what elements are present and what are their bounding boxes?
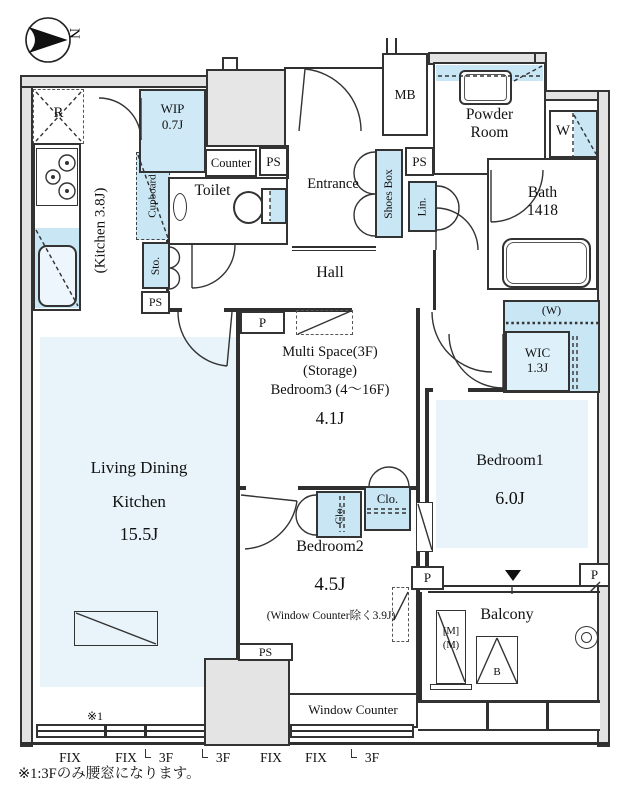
closet-a-fold-doors — [296, 495, 316, 535]
ldk-line1: Living Dining — [90, 458, 188, 477]
kitchen-label: (Kitchen 3.8J) — [92, 187, 109, 273]
p-box: P — [411, 566, 444, 590]
storage-closet: Sto. — [142, 242, 170, 289]
footnote: ※1:3Fのみ腰窓になります。 — [18, 766, 201, 782]
toilet-label: Toilet — [194, 182, 231, 199]
corridor-door-arc — [432, 312, 492, 372]
p-box: P — [579, 563, 610, 587]
note-marker: ※1 — [86, 709, 104, 723]
bedroom1-size: 6.0J — [495, 488, 525, 508]
ldk-size: 15.5J — [119, 524, 159, 544]
wic-upper-label: (W) — [541, 303, 562, 317]
ldk-table — [74, 611, 158, 646]
refrigerator-label: R — [53, 105, 64, 121]
window-label: 3F — [364, 750, 380, 765]
closet-a: Clo. — [316, 491, 362, 538]
corner-mark — [202, 749, 208, 758]
powder-room-label: Powder Room — [465, 106, 514, 141]
counter-box: Counter — [205, 149, 257, 177]
bedroom2-name: Bedroom2 — [296, 538, 364, 555]
p-box: P — [240, 311, 285, 334]
window-label: FIX — [260, 750, 282, 765]
washer-dashes — [573, 113, 596, 156]
shoes-box: Shoes Box — [375, 149, 403, 238]
shelf-dashes — [438, 66, 542, 81]
meter-box-room: MB — [382, 53, 428, 136]
multi-space-line1: Multi Space(3F) — [282, 344, 378, 360]
wip-name: WIP — [160, 101, 185, 116]
linen-closet: Lin. — [408, 181, 437, 232]
b-box-label: B — [493, 666, 501, 678]
window-label: FIX — [115, 750, 137, 765]
wic-size: 1.3J — [526, 360, 549, 375]
dashed-unit-diagonal — [298, 311, 351, 334]
ps-box: PS — [405, 147, 434, 176]
wip-size: 0.7J — [161, 117, 184, 132]
entrance-door-arc — [305, 69, 361, 131]
m-box-line2: (M) — [442, 640, 460, 651]
window-label: 3F — [158, 750, 174, 765]
entrance-label: Entrance — [307, 176, 359, 192]
storage-fold-doors — [169, 247, 180, 289]
corner-mark — [351, 749, 357, 758]
corner-mark — [145, 749, 151, 758]
closet-b-fold-doors — [369, 467, 409, 486]
bedroom2-size: 4.5J — [314, 574, 346, 595]
wic-name: WIC — [524, 345, 551, 360]
compass-north-label: N — [66, 28, 82, 39]
shoes-box-fold-doors — [354, 152, 375, 236]
multi-space-line2: (Storage) — [303, 363, 357, 379]
washer-label: W — [555, 123, 571, 139]
wic-dashes — [573, 336, 577, 389]
counter-diagonal — [36, 230, 78, 306]
closet-b: Clo. — [364, 486, 411, 531]
ps-box: PS — [259, 147, 288, 176]
closet-a-dashes — [340, 496, 344, 532]
door-leaf-diagonal — [418, 504, 432, 550]
balcony-label: Balcony — [480, 606, 534, 623]
multi-space-line3: Bedroom3 (4〜16F) — [270, 382, 390, 398]
toilet-door-arc — [192, 245, 235, 288]
bath-label: Bath 1418 — [527, 184, 558, 219]
ldk-line2: Kitchen — [112, 492, 166, 511]
ps-box: PS — [238, 643, 293, 661]
ps-box: PS — [141, 291, 170, 314]
multi-space-size: 4.1J — [315, 408, 345, 428]
window-label: 3F — [215, 750, 231, 765]
window-label: FIX — [59, 750, 81, 765]
hall-label: Hall — [316, 264, 344, 281]
door-arc — [99, 98, 141, 140]
bedroom1-name: Bedroom1 — [476, 452, 544, 469]
bedroom2-note: (Window Counter除く3.9J) — [266, 610, 396, 622]
cupboard-label: Cupboard — [147, 174, 160, 218]
closet-b-dashes — [367, 509, 407, 513]
window-counter-label: Window Counter — [308, 702, 398, 717]
window-label: FIX — [305, 750, 327, 765]
hall-door-arc — [178, 312, 227, 366]
m-box-line1: [M] — [442, 626, 460, 637]
